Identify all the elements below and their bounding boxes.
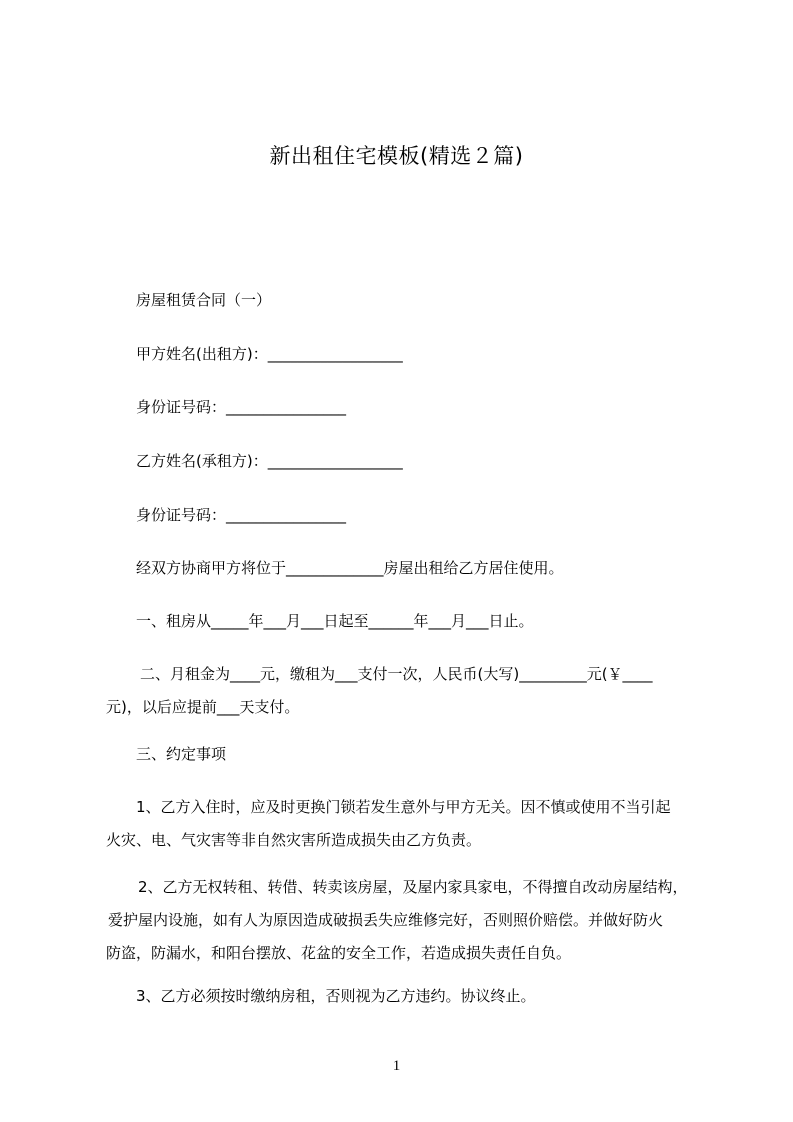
landlord-id-field: 身份证号码：________________ bbox=[136, 398, 347, 416]
contract-heading: 房屋租赁合同（一） bbox=[136, 291, 272, 309]
item-1-line-1: 1、乙方入住时，应及时更换门锁若发生意外与甲方无关。因不慎或使用不当引起 bbox=[136, 798, 671, 816]
clause-agreed-matters: 三、约定事项 bbox=[136, 745, 227, 763]
clause-rent bbox=[106, 658, 726, 724]
clause-rent-line-2: 元)，以后应提前___天支付。 bbox=[106, 698, 300, 716]
item-3-paragraph: 3、乙方必须按时缴纳房租，否则视为乙方违约。协议终止。 bbox=[136, 987, 536, 1005]
clause-rent-line-1: 二、月租金为____元，缴租为___支付一次，人民币(大写)_________元(￥____ bbox=[140, 665, 653, 683]
page-number: 1 bbox=[392, 1058, 401, 1074]
landlord-name-field: 甲方姓名(出租方)：__________________ bbox=[136, 345, 403, 363]
clause-lease-period: 一、租房从_____年___月___日起至______年___月___日止。 bbox=[136, 612, 534, 630]
agreement-paragraph: 经双方协商甲方将位于_____________房屋出租给乙方居住使用。 bbox=[136, 559, 564, 577]
item-1-line-2: 火灾、电、气灾害等非自然灾害所造成损失由乙方负责。 bbox=[106, 831, 482, 849]
item-1-paragraph bbox=[106, 791, 726, 857]
tenant-id-field: 身份证号码：________________ bbox=[136, 506, 347, 524]
item-2-line-3: 防盗，防漏水，和阳台摆放、花盆的安全工作，若造成损失责任自负。 bbox=[106, 944, 572, 962]
tenant-name-field: 乙方姓名(承租方)：__________________ bbox=[136, 452, 403, 470]
item-2-paragraph bbox=[106, 871, 726, 970]
item-2-line-2: 爱护屋内设施，如有人为原因造成破损丢失应维修完好，否则照价赔偿。并做好防火 bbox=[108, 911, 664, 929]
document-title: 新出租住宅模板(精选２篇) bbox=[269, 144, 524, 168]
item-2-line-1: 2、乙方无权转租、转借、转卖该房屋，及屋内家具家电，不得擅自改动房屋结构， bbox=[138, 878, 688, 896]
